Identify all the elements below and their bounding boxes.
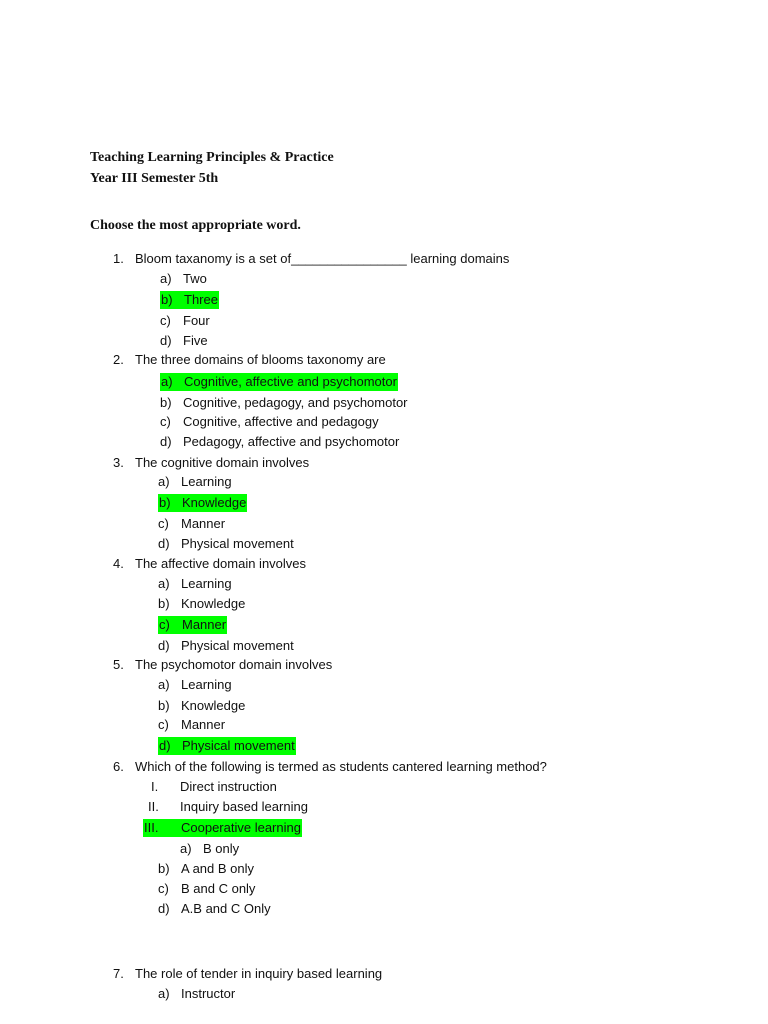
option-letter: d) bbox=[159, 738, 171, 753]
option-4d bbox=[158, 637, 294, 655]
option-text: Knowledge bbox=[181, 698, 246, 713]
option-text: Four bbox=[183, 313, 210, 328]
question-text: The affective domain involves bbox=[135, 556, 307, 571]
option-letter: a) bbox=[161, 374, 173, 389]
question-4 bbox=[113, 555, 306, 573]
question-2 bbox=[113, 351, 386, 369]
question-number: 3. bbox=[113, 455, 124, 470]
option-letter: a) bbox=[180, 841, 192, 856]
question-number: 5. bbox=[113, 657, 124, 672]
option-text: Three bbox=[184, 292, 218, 307]
option-5b bbox=[158, 697, 245, 715]
instruction-text: Choose the most appropriate word. bbox=[90, 218, 301, 233]
option-3b-correct bbox=[158, 494, 247, 512]
option-text: Two bbox=[183, 271, 207, 286]
option-6a bbox=[180, 840, 239, 858]
option-letter: b) bbox=[158, 596, 170, 611]
statement-text: Cooperative learning bbox=[181, 820, 301, 835]
option-3c bbox=[158, 515, 225, 533]
option-letter: c) bbox=[158, 717, 169, 732]
option-text: Manner bbox=[181, 717, 226, 732]
option-letter: c) bbox=[158, 516, 169, 531]
question-text: Bloom taxanomy is a set of________________ learning domains bbox=[135, 251, 510, 266]
option-text: Knowledge bbox=[181, 596, 246, 611]
option-text: Five bbox=[183, 333, 208, 348]
option-letter: d) bbox=[160, 434, 172, 449]
option-6b bbox=[158, 860, 254, 878]
statement-text: Direct instruction bbox=[180, 779, 277, 794]
statement-ii bbox=[143, 798, 308, 816]
option-text: Physical movement bbox=[182, 738, 295, 753]
option-4a bbox=[158, 575, 232, 593]
option-letter: a) bbox=[158, 576, 170, 591]
option-1d bbox=[160, 332, 208, 350]
statement-iii-correct bbox=[143, 819, 302, 837]
question-number: 1. bbox=[113, 251, 124, 266]
question-number: 6. bbox=[113, 759, 124, 774]
option-letter: a) bbox=[160, 271, 172, 286]
option-6c bbox=[158, 880, 255, 898]
option-4b bbox=[158, 595, 245, 613]
option-letter: c) bbox=[160, 313, 171, 328]
option-letter: b) bbox=[160, 395, 172, 410]
option-2d bbox=[160, 433, 399, 451]
question-5 bbox=[113, 656, 332, 674]
option-text: Physical movement bbox=[181, 536, 294, 551]
answer-highlight bbox=[160, 373, 398, 391]
option-3d bbox=[158, 535, 294, 553]
question-text: The cognitive domain involves bbox=[135, 455, 310, 470]
question-text: The three domains of blooms taxonomy are bbox=[135, 352, 386, 367]
document-title: Teaching Learning Principles & Practice bbox=[90, 150, 334, 165]
option-letter: a) bbox=[158, 474, 170, 489]
question-text: Which of the following is termed as students cantered learning method? bbox=[135, 759, 547, 774]
option-6d bbox=[158, 900, 271, 918]
option-5d-correct bbox=[158, 737, 296, 755]
question-7 bbox=[113, 965, 382, 983]
option-text: Cognitive, affective and psychomotor bbox=[184, 374, 397, 389]
option-1b-correct bbox=[160, 291, 219, 309]
option-7a bbox=[158, 985, 235, 1003]
option-text: A.B and C Only bbox=[181, 901, 271, 916]
option-text: Manner bbox=[181, 516, 226, 531]
option-5a bbox=[158, 676, 232, 694]
question-number: 2. bbox=[113, 352, 124, 367]
option-text: A and B only bbox=[181, 861, 254, 876]
option-letter: a) bbox=[158, 986, 170, 1001]
option-text: B and C only bbox=[181, 881, 256, 896]
question-6 bbox=[113, 758, 547, 776]
option-letter: d) bbox=[158, 536, 170, 551]
option-3a bbox=[158, 473, 232, 491]
question-text: The psychomotor domain involves bbox=[135, 657, 333, 672]
statement-i bbox=[143, 778, 277, 796]
answer-highlight bbox=[158, 494, 247, 512]
option-text: Physical movement bbox=[181, 638, 294, 653]
statement-numeral: I. bbox=[151, 779, 159, 794]
option-text: Learning bbox=[181, 576, 232, 591]
option-letter: d) bbox=[158, 638, 170, 653]
option-letter: b) bbox=[158, 861, 170, 876]
option-text: Pedagogy, affective and psychomotor bbox=[183, 434, 400, 449]
option-text: Knowledge bbox=[182, 495, 247, 510]
document-subtitle: Year III Semester 5th bbox=[90, 171, 219, 186]
option-letter: c) bbox=[158, 881, 169, 896]
option-text: Learning bbox=[181, 677, 232, 692]
option-letter: c) bbox=[160, 414, 171, 429]
option-text: Manner bbox=[182, 617, 227, 632]
statement-numeral: II. bbox=[148, 799, 159, 814]
option-letter: c) bbox=[159, 617, 170, 632]
option-text: B only bbox=[203, 841, 240, 856]
option-2b bbox=[160, 394, 408, 412]
option-1c bbox=[160, 312, 210, 330]
option-5c bbox=[158, 716, 225, 734]
option-text: Instructor bbox=[181, 986, 236, 1001]
question-text: The role of tender in inquiry based learning bbox=[135, 966, 383, 981]
option-letter: a) bbox=[158, 677, 170, 692]
statement-text: Inquiry based learning bbox=[180, 799, 308, 814]
option-letter: d) bbox=[158, 901, 170, 916]
option-text: Learning bbox=[181, 474, 232, 489]
option-letter: b) bbox=[158, 698, 170, 713]
answer-highlight bbox=[160, 291, 219, 309]
question-3 bbox=[113, 454, 309, 472]
statement-numeral: III. bbox=[144, 820, 159, 835]
option-text: Cognitive, pedagogy, and psychomotor bbox=[183, 395, 408, 410]
answer-highlight bbox=[158, 737, 296, 755]
option-letter: b) bbox=[159, 495, 171, 510]
question-number: 7. bbox=[113, 966, 124, 981]
option-4c-correct bbox=[158, 616, 227, 634]
answer-highlight bbox=[143, 819, 302, 837]
option-2a-correct bbox=[160, 373, 398, 391]
question-number: 4. bbox=[113, 556, 124, 571]
answer-highlight bbox=[158, 616, 227, 634]
option-2c bbox=[160, 413, 379, 431]
option-text: Cognitive, affective and pedagogy bbox=[183, 414, 379, 429]
option-1a bbox=[160, 270, 207, 288]
option-letter: b) bbox=[161, 292, 173, 307]
option-letter: d) bbox=[160, 333, 172, 348]
question-1 bbox=[113, 250, 509, 268]
